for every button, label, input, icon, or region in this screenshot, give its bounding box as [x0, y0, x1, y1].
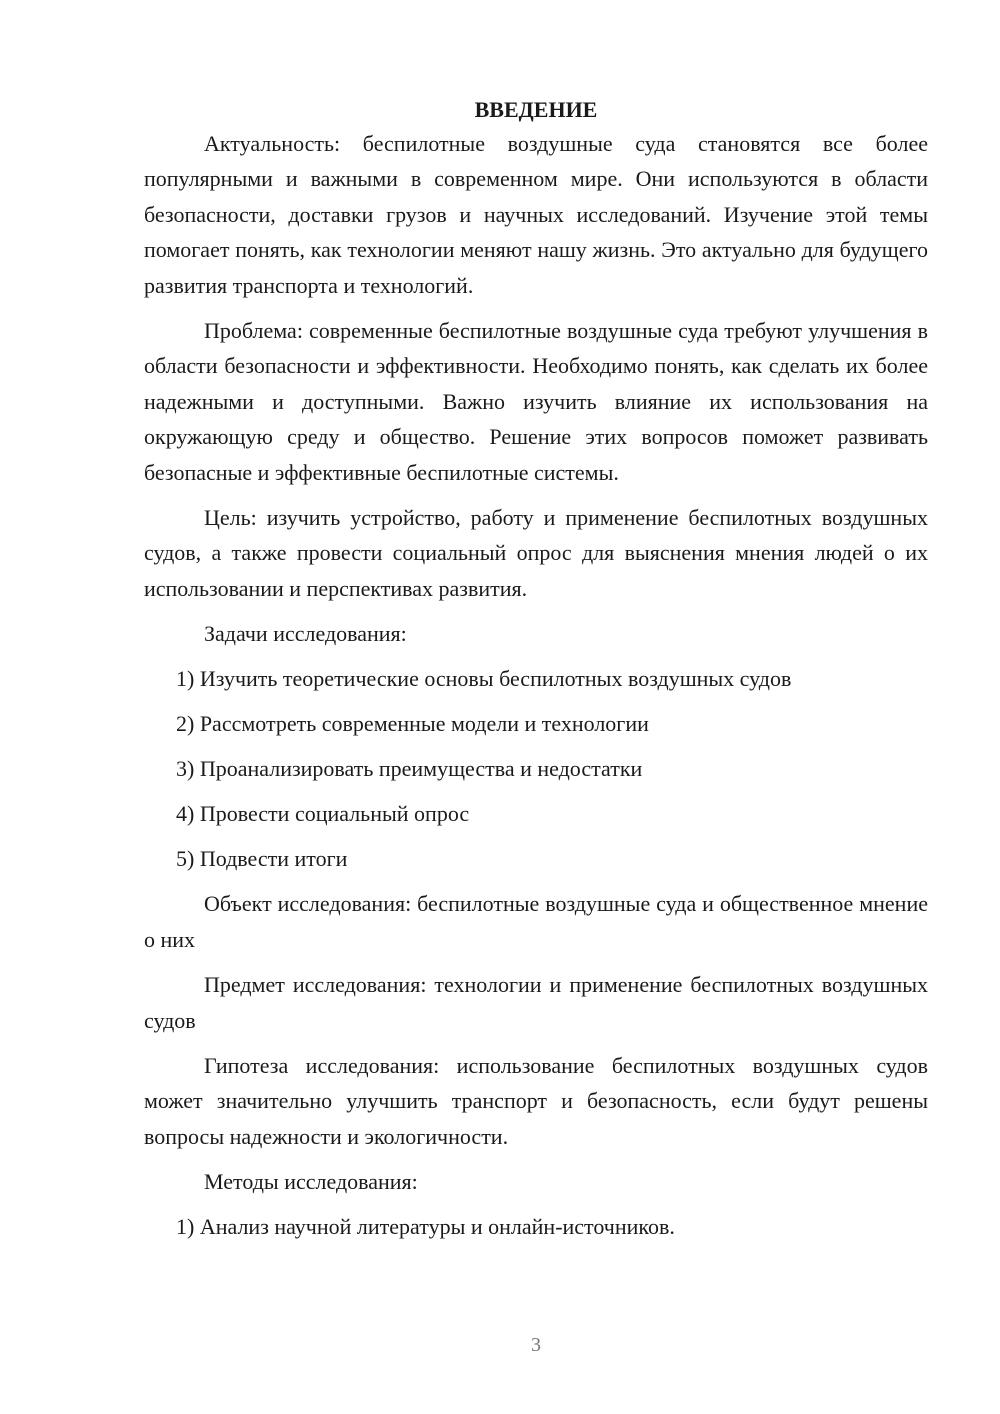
page-title: ВВЕДЕНИЕ — [474, 97, 598, 122]
subject-paragraph: Предмет исследования: технологии и применение беспилотных воздушных судов — [144, 972, 928, 1033]
methods-list — [144, 1209, 928, 1244]
tasks-heading: Задачи исследования: — [204, 621, 407, 647]
method-item: 1) Анализ научной литературы и онлайн-источников. — [176, 1214, 675, 1240]
task-item: 2) Рассмотреть современные модели и технологии — [176, 711, 649, 737]
relevance-paragraph: Актуальность: беспилотные воздушные суда становятся все более популярными и важными в современном мире. Они используются в области безопасности, доставки грузов и научных исследований. Изучение этой темы помогает понять, как технологии меняют нашу жизнь. Это актуально для будущего развития транспорта и технологий. — [144, 131, 928, 298]
document-page — [144, 94, 928, 1254]
task-item: 5) Подвести итоги — [176, 846, 348, 872]
object-paragraph: Объект исследования: беспилотные воздушные суда и общественное мнение о них — [144, 891, 928, 952]
problem-paragraph: Проблема: современные беспилотные воздушные суда требуют улучшения в области безопасности и эффективности. Необходимо понять, как сделать их более надежными и доступными. Важно изучить влияние их использования на окружающую среду и общество. Решение этих вопросов поможет развивать безопасные и эффективные беспилотные системы. — [144, 318, 928, 485]
task-item: 1) Изучить теоретические основы беспилотных воздушных судов — [176, 666, 792, 692]
page-number: 3 — [531, 1334, 541, 1356]
task-item: 3) Проанализировать преимущества и недостатки — [176, 756, 643, 782]
goal-paragraph: Цель: изучить устройство, работу и применение беспилотных воздушных судов, а также провести социальный опрос для выяснения мнения людей о их использовании и перспективах развития. — [144, 505, 928, 601]
task-item: 4) Провести социальный опрос — [176, 801, 470, 827]
hypothesis-paragraph: Гипотеза исследования: использование беспилотных воздушных судов может значительно улучшить транспорт и безопасность, если будут решены вопросы надежности и экологичности. — [144, 1052, 928, 1149]
methods-heading: Методы исследования: — [204, 1169, 418, 1195]
tasks-list — [144, 661, 928, 876]
